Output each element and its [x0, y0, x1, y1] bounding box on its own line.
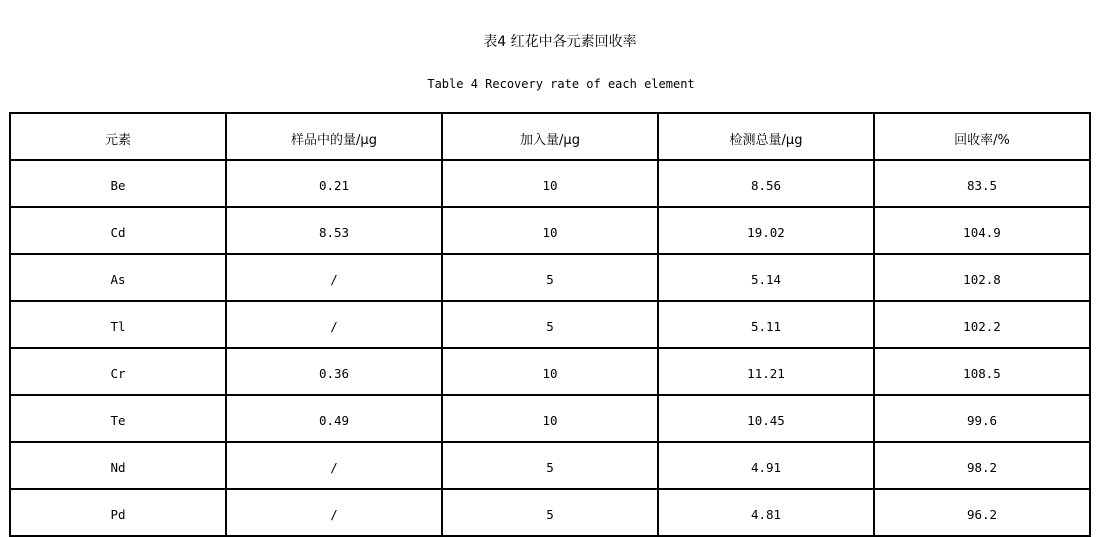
cell-recovery-rate: 104.9 [874, 207, 1090, 254]
cell-sample-amount: 0.21 [226, 160, 442, 207]
cell-sample-amount: / [226, 254, 442, 301]
cell-added-amount: 10 [442, 160, 658, 207]
table-row [10, 395, 1090, 442]
table-row [10, 489, 1090, 536]
cell-element: Te [10, 395, 226, 442]
cell-added-amount: 5 [442, 301, 658, 348]
cell-detected-total: 5.14 [658, 254, 874, 301]
cell-recovery-rate: 102.8 [874, 254, 1090, 301]
cell-added-amount: 5 [442, 442, 658, 489]
cell-element: As [10, 254, 226, 301]
table-row [10, 301, 1090, 348]
table-row [10, 254, 1090, 301]
cell-sample-amount: / [226, 442, 442, 489]
table-row [10, 442, 1090, 489]
cell-element: Nd [10, 442, 226, 489]
cell-sample-amount: 0.36 [226, 348, 442, 395]
cell-detected-total: 8.56 [658, 160, 874, 207]
header-sample-amount: 样品中的量/μg [226, 113, 442, 160]
cell-sample-amount: / [226, 301, 442, 348]
table-row [10, 207, 1090, 254]
cell-detected-total: 4.91 [658, 442, 874, 489]
cell-detected-total: 11.21 [658, 348, 874, 395]
cell-element: Tl [10, 301, 226, 348]
cell-detected-total: 4.81 [658, 489, 874, 536]
cell-recovery-rate: 102.2 [874, 301, 1090, 348]
header-recovery-rate: 回收率/% [874, 113, 1090, 160]
cell-element: Pd [10, 489, 226, 536]
cell-recovery-rate: 99.6 [874, 395, 1090, 442]
table-header-row [10, 113, 1090, 160]
cell-added-amount: 10 [442, 395, 658, 442]
cell-sample-amount: / [226, 489, 442, 536]
cell-recovery-rate: 96.2 [874, 489, 1090, 536]
cell-added-amount: 5 [442, 489, 658, 536]
cell-detected-total: 19.02 [658, 207, 874, 254]
cell-sample-amount: 8.53 [226, 207, 442, 254]
cell-recovery-rate: 83.5 [874, 160, 1090, 207]
recovery-rate-table [9, 112, 1091, 537]
cell-added-amount: 5 [442, 254, 658, 301]
header-added-amount: 加入量/μg [442, 113, 658, 160]
cell-recovery-rate: 98.2 [874, 442, 1090, 489]
cell-added-amount: 10 [442, 348, 658, 395]
cell-recovery-rate: 108.5 [874, 348, 1090, 395]
table-row [10, 160, 1090, 207]
cell-added-amount: 10 [442, 207, 658, 254]
cell-element: Cr [10, 348, 226, 395]
cell-element: Be [10, 160, 226, 207]
header-element: 元素 [10, 113, 226, 160]
table-row [10, 348, 1090, 395]
cell-element: Cd [10, 207, 226, 254]
cell-detected-total: 5.11 [658, 301, 874, 348]
table-title-english: Table 4 Recovery rate of each element [427, 77, 695, 91]
cell-sample-amount: 0.49 [226, 395, 442, 442]
table-title-chinese: 表4 红花中各元素回收率 [483, 34, 637, 50]
header-detected-total: 检测总量/μg [658, 113, 874, 160]
cell-detected-total: 10.45 [658, 395, 874, 442]
